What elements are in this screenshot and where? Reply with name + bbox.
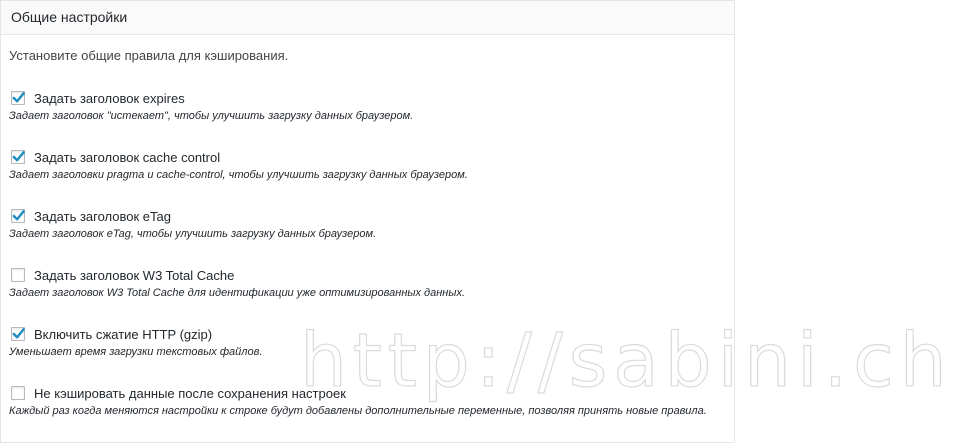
expires-description: Задает заголовок "истекает", чтобы улучшить загрузку данных браузером. [9,110,414,122]
cache-control-checkbox[interactable] [11,150,25,164]
option-row[interactable] [9,206,726,226]
option-row[interactable] [9,88,726,108]
w3tc-header-description: Задает заголовок W3 Total Cache для идентификации уже оптимизированных данных. [9,287,466,299]
gzip-label[interactable]: Включить сжатие HTTP (gzip) [34,326,213,342]
etag-description: Задает заголовок eTag, чтобы улучшить загрузку данных браузером. [9,228,377,240]
no-cache-after-save-checkbox[interactable] [11,386,25,400]
option-gzip [9,324,726,360]
expires-label[interactable]: Задать заголовок expires [34,90,185,106]
cache-control-label[interactable]: Задать заголовок cache control [34,149,221,165]
option-w3tc-header [9,265,726,301]
checkmark-icon [11,208,26,223]
no-cache-after-save-label[interactable]: Не кэшировать данные после сохранения настроек [34,385,346,401]
option-row[interactable] [9,383,726,403]
etag-checkbox[interactable] [11,209,25,223]
option-row[interactable] [9,265,726,285]
checkmark-icon [11,149,26,164]
option-row[interactable] [9,147,726,167]
etag-label[interactable]: Задать заголовок eTag [34,208,171,224]
option-row[interactable] [9,324,726,344]
expires-checkbox[interactable] [11,91,25,105]
option-no-cache-after-save [9,383,726,419]
checkmark-icon [11,326,26,341]
gzip-description: Уменьшает время загрузки текстовых файлов. [9,346,263,358]
checkmark-icon [11,90,26,105]
option-cache-control [9,147,726,183]
w3tc-header-label[interactable]: Задать заголовок W3 Total Cache [34,267,235,283]
option-etag [9,206,726,242]
intro-text: Установите общие правила для кэширования. [9,48,289,63]
option-expires [9,88,726,124]
no-cache-after-save-description: Каждый раз когда меняются настройки к строке будут добавлены дополнительные переменные, позволяя принять новые правила. [9,405,707,417]
cache-control-description: Задает заголовки pragma и cache-control, чтобы улучшить загрузку данных браузером. [9,169,468,181]
panel-title: Общие настройки [1,1,734,35]
panel-body [1,47,734,419]
w3tc-header-checkbox[interactable] [11,268,25,282]
gzip-checkbox[interactable] [11,327,25,341]
